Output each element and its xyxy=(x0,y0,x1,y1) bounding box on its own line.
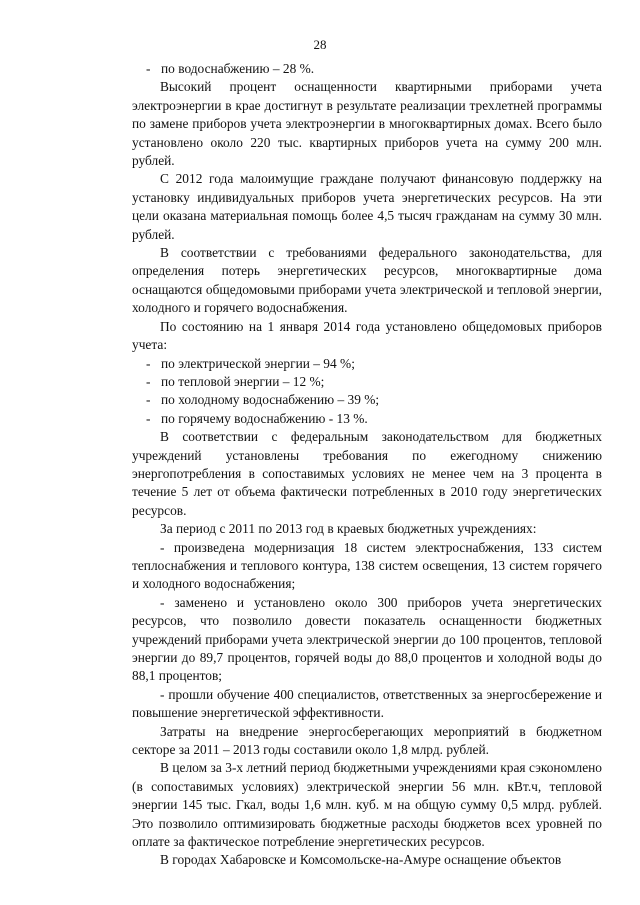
bullet-item: - по холодному водоснабжению – 39 %; xyxy=(146,392,380,408)
bullet-text: по холодному водоснабжению – 39 %; xyxy=(161,392,380,408)
bullet-text: по электрической энергии – 94 %; xyxy=(161,355,355,371)
paragraph: Затраты на внедрение энергосберегающих мероприятий в бюджетном секторе за 2011 – 2013 годы составили около 1,8 млрд. рублей. xyxy=(132,723,602,758)
paragraph: В соответствии с федеральным законодательством для бюджетных учреждений установлены требования по ежегодному снижению энергопотребления в сопоставимых условиях не менее чем на 3 процента в течение 5 лет от объема фактически потребленных в 2010 году энергетических ресурсов. xyxy=(132,429,602,518)
paragraph: - прошли обучение 400 специалистов, ответственных за энергосбережение и повышение энергетической эффективности. xyxy=(132,686,602,721)
bullet-item: - по водоснабжению – 28 %. xyxy=(146,61,315,76)
document-body xyxy=(132,60,602,870)
bullet-text: по горячему водоснабжению - 13 %. xyxy=(161,410,368,426)
paragraph: За период с 2011 по 2013 год в краевых бюджетных учреждениях: xyxy=(160,521,537,537)
bullet-item: - по электрической энергии – 94 %; xyxy=(146,355,355,371)
bullet-item: - по горячему водоснабжению - 13 %. xyxy=(146,410,368,426)
paragraph: - произведена модернизация 18 систем электроснабжения, 133 систем теплоснабжения и теплового контура, 138 систем освещения, 13 систем горячего и холодного водоснабжения; xyxy=(132,539,602,592)
paragraph: В городах Хабаровске и Комсомольске-на-Амуре оснащение объектов xyxy=(160,852,562,868)
paragraph: В соответствии с требованиями федерального законодательства, для определения потерь энергетических ресурсов, многоквартирные дома оснащаются общедомовыми приборами учета электрической и тепловой энергии, холодного и горячего водоснабжения. xyxy=(132,245,602,316)
bullet-text: по тепловой энергии – 12 %; xyxy=(161,373,325,389)
paragraph: С 2012 года малоимущие граждане получают финансовую поддержку на установку индивидуальных приборов учета энергетических ресурсов. На эти цели оказана материальная помощь более 4,5 тысяч гражданам на сумму 30 млн. рублей. xyxy=(132,171,602,242)
paragraph: Высокий процент оснащенности квартирными приборами учета электроэнергии в крае достигнут в результате реализации трехлетней программы по замене приборов учета электроэнергии в многоквартирных домах. Всего было установлено около 220 тыс. квартирных приборов учета на сумму 200 млн. рублей. xyxy=(132,79,602,169)
bullet-text: по водоснабжению – 28 %. xyxy=(161,61,315,76)
bullet-item: - по тепловой энергии – 12 %; xyxy=(146,373,325,389)
paragraph: - заменено и установлено около 300 приборов учета энергетических ресурсов, что позволило довести показатель оснащенности бюджетных учреждений приборами учета электрической энергии до 100 процентов, тепловой энергии до 89,7 процентов, горячей воды до 88,0 процентов и холодной воды до 88,1 процентов; xyxy=(132,594,602,684)
paragraph: В целом за 3-х летний период бюджетными учреждениями края сэкономлено (в сопоставимых условиях) электрической энергии 56 млн. кВт.ч, тепловой энергии 145 тыс. Гкал, воды 1,6 млн. куб. м на общую сумму 0,5 млрд. рублей. Это позволило оптимизировать бюджетные расходы бюджетов всех уровней по оплате за фактическое потребление энергетических ресурсов. xyxy=(132,760,602,850)
page-number: 28 xyxy=(313,37,327,52)
paragraph: По состоянию на 1 января 2014 года установлено общедомовых приборов учета: xyxy=(132,318,602,353)
